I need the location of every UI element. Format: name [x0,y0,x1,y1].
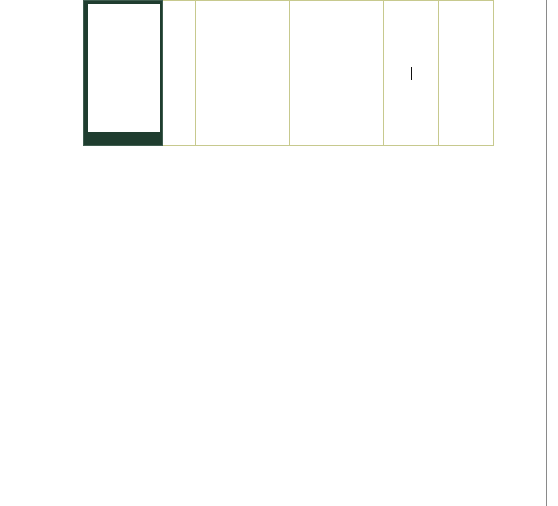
water-label-cell [84,1,163,146]
nutrition-table [83,0,494,146]
value-cell [196,1,290,146]
water-section [84,1,494,146]
value-cell [290,1,384,146]
image-placeholder [88,4,160,132]
nutrition-document [83,0,493,146]
unit-cell [163,1,196,146]
value-cell [439,1,494,146]
value-cell[interactable] [384,1,439,146]
text-cursor [411,67,412,80]
table-row-water [84,1,494,146]
page-edge-line [546,0,547,506]
